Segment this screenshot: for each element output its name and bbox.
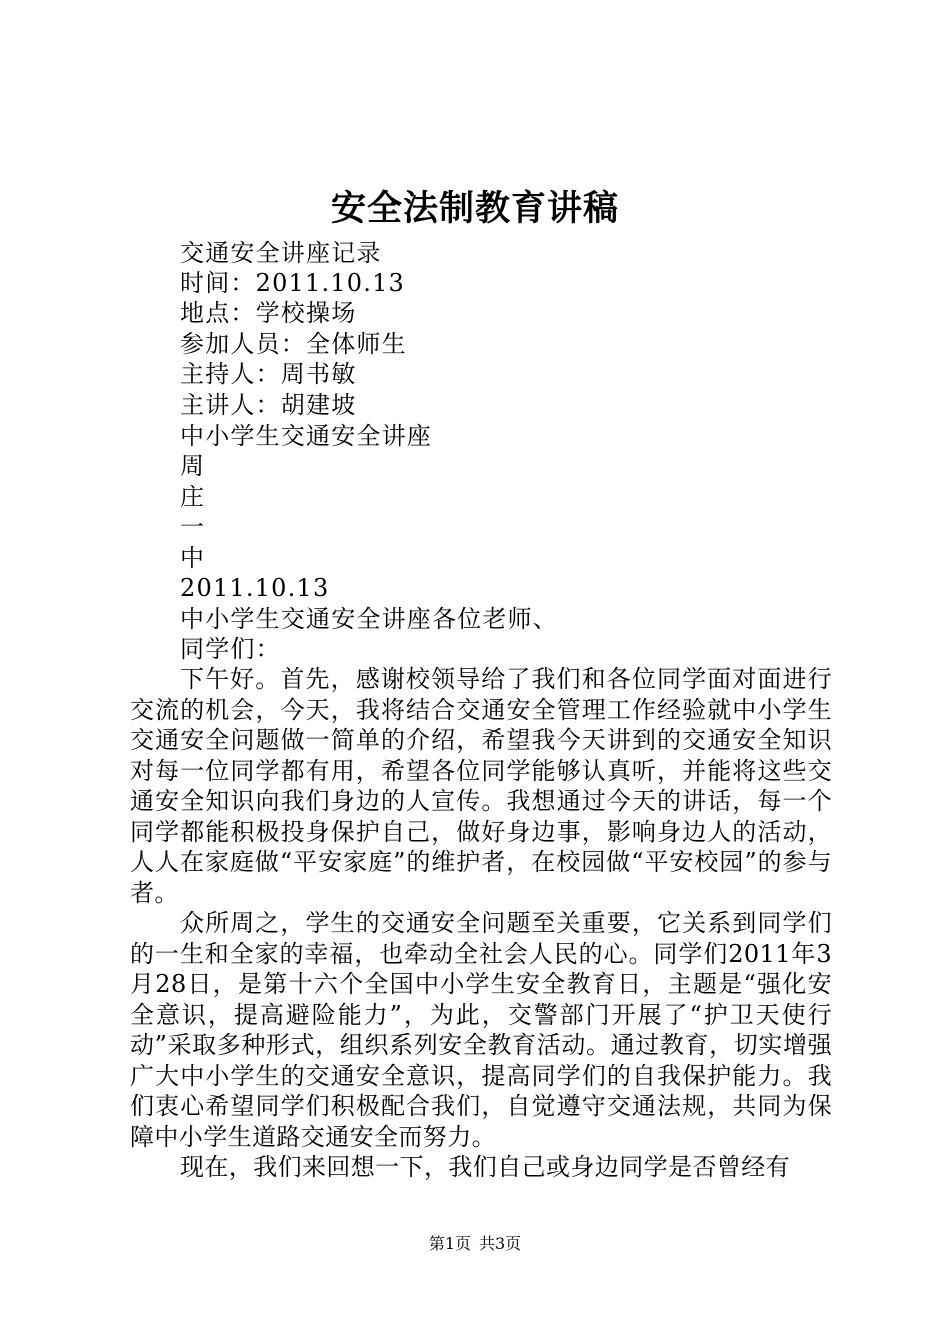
- meta-line-time: 时间：2011.10.13: [180, 269, 406, 297]
- meta-line-salutation: 同学们：: [180, 635, 281, 663]
- meta-line-school-char-3: 一: [180, 513, 206, 541]
- page-number: 第1页: [428, 1234, 471, 1253]
- meta-line-school-char-2: 庄: [180, 483, 206, 511]
- meta-line-lecture-title: 中小学生交通安全讲座: [180, 422, 432, 450]
- meta-line-greeting: 中小学生交通安全讲座各位老师、: [180, 605, 558, 633]
- meta-line-school-char-4: 中: [180, 544, 206, 572]
- meta-line-speaker: 主讲人：胡建坡: [180, 391, 357, 419]
- meta-line-school-char-1: 周: [180, 452, 206, 480]
- meta-line-location: 地点：学校操场: [180, 299, 357, 327]
- meta-line-date: 2011.10.13: [180, 574, 330, 602]
- body-paragraph: 现在，我们来回想一下，我们自己或身边同学是否曾经有: [180, 1153, 790, 1181]
- body-paragraph: 众所周之，学生的交通安全问题至关重要，它关系到同学们的一生和全家的幸福，也牵动全社会人民的心。同学们2011年3月28日，是第十六个全国中小学生安全教育日，主题是“强化安全意识，提高避险能力”，为此，交警部门开展了“护卫天使行动”采取多种形式，组织系列安全教育活动。通过教育，切实增强广大中小学生的交通安全意识，提高同学们的自我保护能力。我们衷心希望同学们积极配合我们，自觉遵守交通法规，共同为保障中小学生道路交通安全而努力。: [130, 909, 832, 1151]
- document-body: [130, 664, 832, 1183]
- meta-line-record: 交通安全讲座记录: [180, 239, 382, 267]
- page-total: 共3页: [479, 1234, 522, 1253]
- page-footer: [0, 1234, 950, 1254]
- meta-line-host: 主持人：周书敏: [180, 360, 357, 388]
- body-paragraph: 下午好。首先，感谢校领导给了我们和各位同学面对面进行交流的机会，今天，我将结合交通安全管理工作经验就中小学生交通安全问题做一简单的介绍，希望我今天讲到的交通安全知识对每一位同学都有用，希望各位同学能够认真听，并能将这些交通安全知识向我们身边的人宣传。我想通过今天的讲话，每一个同学都能积极投身保护自己，做好身边事，影响身边人的活动，人人在家庭做“平安家庭”的维护者，在校园做“平安校园”的参与者。: [130, 665, 832, 907]
- document-title: 安全法制教育讲稿: [330, 188, 619, 229]
- meta-line-participants: 参加人员：全体师生: [180, 330, 407, 358]
